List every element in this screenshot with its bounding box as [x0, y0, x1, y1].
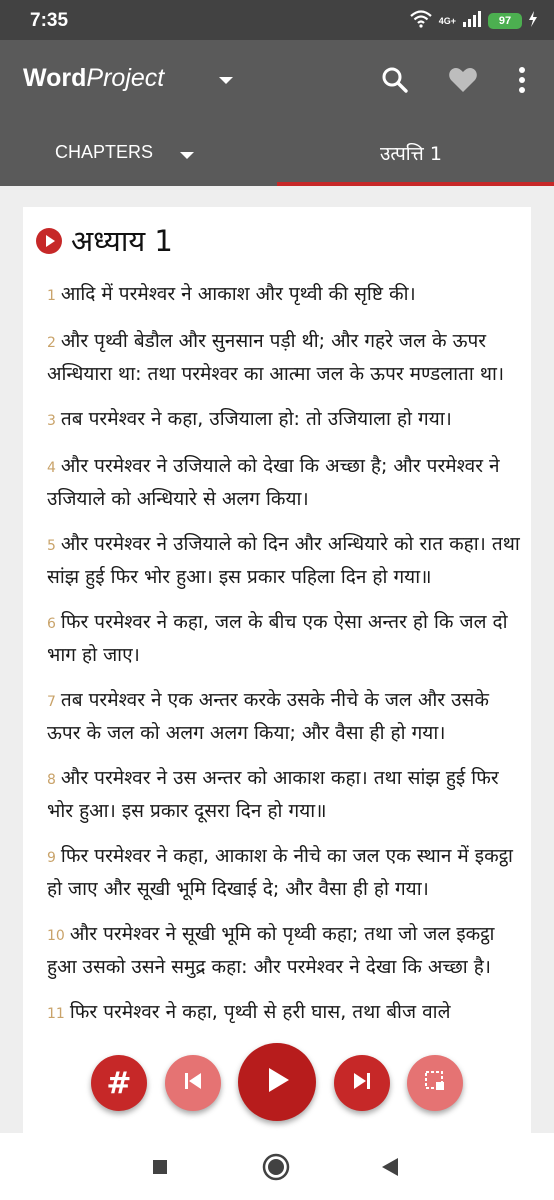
verse-text: और परमेश्वर ने सूखी भूमि को पृथ्वी कहा; तथा जो जल इकट्ठा हुआ उसको उसने समुद्र कहा: और परमेश्वर ने देखा कि अच्छा है।: [47, 923, 495, 978]
wifi-icon: [409, 10, 433, 32]
system-nav-bar: [0, 1133, 554, 1200]
chapter-title: अध्याय 1: [71, 224, 173, 258]
charging-icon: [528, 11, 538, 31]
chapter-select-button[interactable]: [91, 1055, 147, 1111]
search-icon[interactable]: [375, 60, 415, 100]
recents-square-icon[interactable]: [146, 1153, 174, 1181]
verse-item[interactable]: [47, 997, 525, 1030]
network-type-label: 4G+: [438, 15, 456, 26]
tab-book[interactable]: [277, 118, 554, 186]
verse-item[interactable]: [47, 404, 525, 437]
verse-item[interactable]: [47, 451, 525, 515]
verse-text: आदि में परमेश्वर ने आकाश और पृथ्वी की सृष्टि की।: [60, 283, 416, 305]
tab-selected-indicator: [277, 182, 554, 186]
status-icons: [409, 11, 538, 31]
verse-number: 6: [47, 616, 56, 632]
hash-icon: #: [106, 1065, 132, 1101]
verse-number: 5: [47, 538, 56, 554]
select-area-icon: [423, 1069, 447, 1097]
previous-chapter-button[interactable]: [165, 1055, 221, 1111]
play-button[interactable]: [238, 1043, 316, 1121]
verse-list: [47, 279, 525, 1044]
verse-number: 11: [47, 1006, 65, 1022]
play-circle-icon[interactable]: [35, 227, 63, 255]
more-vert-icon[interactable]: [502, 60, 542, 100]
verse-item[interactable]: [47, 529, 525, 593]
verse-item[interactable]: [47, 685, 525, 749]
chapter-content[interactable]: [23, 207, 531, 1137]
verse-text: और परमेश्वर ने उस अन्तर को आकाश कहा। तथा सांझ हुई फिर भोर हुआ। इस प्रकार दूसरा दिन हो गया॥: [47, 767, 499, 822]
verse-number: 10: [47, 928, 65, 944]
play-icon: [262, 1065, 292, 1099]
verse-number: 2: [47, 335, 56, 351]
verse-item[interactable]: [47, 326, 525, 390]
verse-item[interactable]: [47, 763, 525, 827]
battery-icon: 97: [488, 13, 522, 29]
back-triangle-icon[interactable]: [376, 1153, 404, 1181]
next-chapter-button[interactable]: [334, 1055, 390, 1111]
tab-chapters-label: CHAPTERS: [55, 142, 154, 162]
status-time: 7:35: [30, 10, 69, 31]
select-text-button[interactable]: [407, 1055, 463, 1111]
verse-number: 8: [47, 772, 56, 788]
tab-bar: [0, 118, 554, 186]
verse-number: 4: [47, 460, 56, 476]
app-title-bold: Word: [23, 64, 87, 92]
chapter-heading: [35, 221, 173, 260]
home-circle-icon[interactable]: [262, 1153, 290, 1181]
verse-number: 7: [47, 694, 56, 710]
verse-item[interactable]: [47, 607, 525, 671]
app-title[interactable]: [23, 64, 164, 93]
verse-item[interactable]: [47, 279, 525, 312]
verse-text: फिर परमेश्वर ने कहा, जल के बीच एक ऐसा अन्तर हो कि जल दो भाग हो जाए।: [47, 611, 508, 666]
status-bar: [0, 0, 554, 40]
app-title-italic: Project: [86, 64, 165, 92]
verse-text: और पृथ्वी बेडौल और सुनसान पड़ी थी; और गहरे जल के ऊपर अन्धियारा था: तथा परमेश्वर का आत्मा जल के ऊपर मण्डलाता था।: [47, 330, 505, 385]
signal-icon: [462, 11, 482, 31]
verse-text: तब परमेश्वर ने एक अन्तर करके उसके नीचे के जल और उसके ऊपर के जल को अलग अलग किया; और वैसा ही हो गया।: [47, 689, 489, 744]
tab-chapters[interactable]: [0, 118, 277, 186]
verse-text: तब परमेश्वर ने कहा, उजियाला हो: तो उजियाला हो गया।: [60, 408, 452, 430]
dropdown-icon[interactable]: [214, 72, 238, 88]
verse-item[interactable]: [47, 919, 525, 983]
verse-number: 3: [47, 413, 56, 429]
verse-text: और परमेश्वर ने उजियाले को दिन और अन्धियारे को रात कहा। तथा सांझ हुई फिर भोर हुआ। इस प्रकार पहिला दिन हो गया॥: [47, 533, 520, 588]
verse-number: 9: [47, 850, 56, 866]
verse-number: 1: [47, 288, 56, 304]
chevron-down-icon: [178, 146, 196, 165]
skip-next-icon: [350, 1069, 374, 1097]
verse-text: फिर परमेश्वर ने कहा, आकाश के नीचे का जल एक स्थान में इकट्ठा हो जाए और सूखी भूमि दिखाई दे; और वैसा ही हो गया।: [47, 845, 513, 900]
verse-text: और परमेश्वर ने उजियाले को देखा कि अच्छा है; और परमेश्वर ने उजियाले को अन्धियारे से अलग किया।: [47, 455, 500, 510]
verse-text: फिर परमेश्वर ने कहा, पृथ्वी से हरी घास, तथा बीज वाले: [69, 1001, 451, 1023]
app-bar: [0, 40, 554, 118]
heart-icon[interactable]: [443, 60, 483, 100]
skip-previous-icon: [181, 1069, 205, 1097]
verse-item[interactable]: [47, 841, 525, 905]
tab-book-label: उत्पत्ति 1: [380, 143, 442, 165]
